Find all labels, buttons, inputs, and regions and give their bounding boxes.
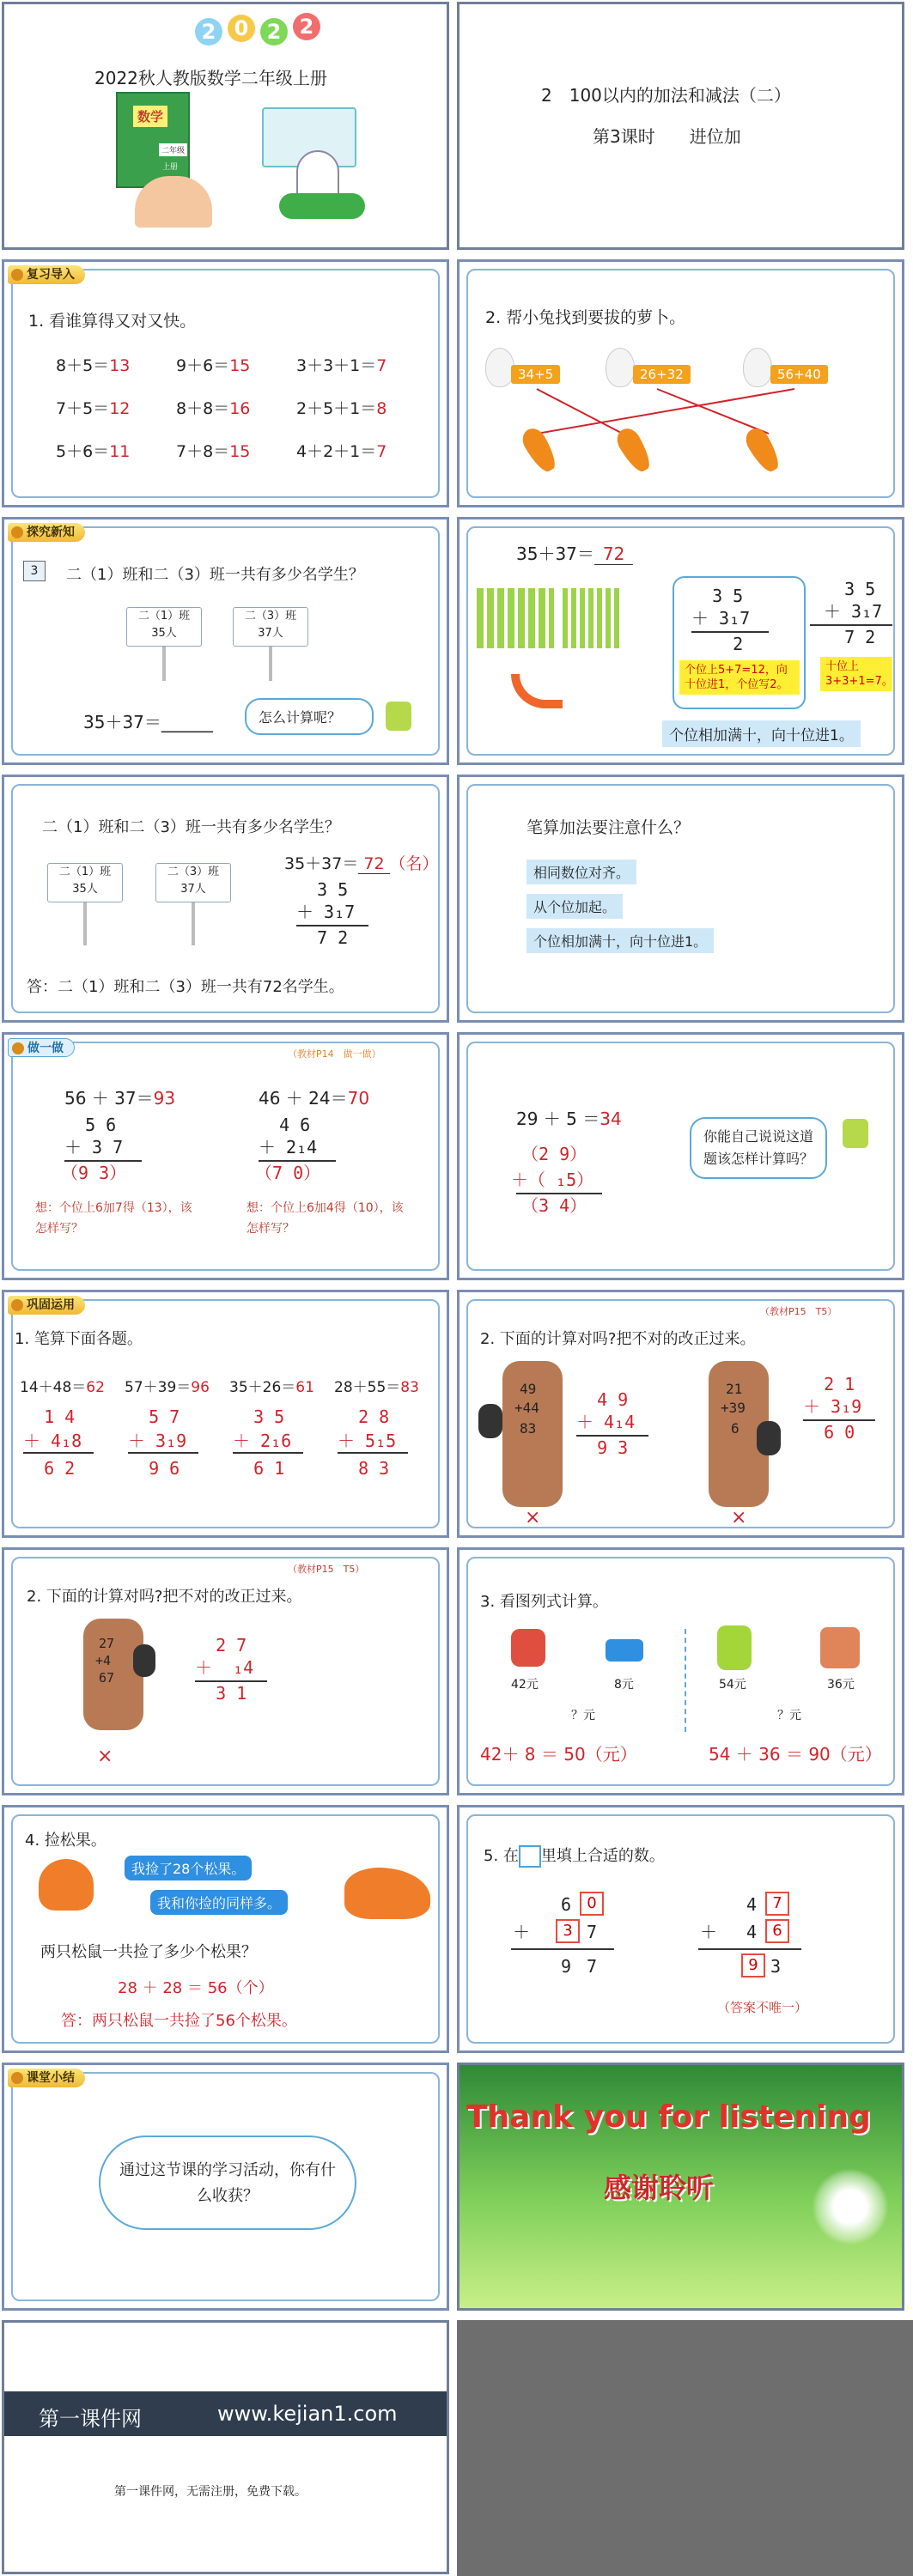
sign-pole <box>269 647 272 681</box>
review-equation <box>176 439 250 462</box>
woodpecker-icon <box>478 1404 502 1438</box>
correction-row: 9 3 <box>576 1437 629 1458</box>
digit: 4 <box>746 1894 758 1915</box>
vertical-row: （9 3） <box>61 1163 127 1183</box>
thanks-chinese: 感谢聆听 <box>604 2172 715 2204</box>
vertical-row: （7 0） <box>255 1163 321 1183</box>
tree-digit: 6 <box>731 1420 740 1437</box>
equation-left: 4＋2＋1＝ <box>296 442 377 461</box>
jacket-icon <box>820 1627 860 1668</box>
sum-line <box>511 1948 614 1950</box>
equation-answer: 7 <box>376 356 387 375</box>
vertical-row: ＋ 2₁4 <box>259 1137 318 1157</box>
sum-line <box>338 1452 408 1454</box>
class-count: 37人 <box>180 883 206 896</box>
question: 二（1）班和二（3）班一共有多少名学生？ <box>42 818 340 836</box>
correction-row: ＋ 4₁4 <box>576 1412 636 1432</box>
mascot-icon <box>843 1119 868 1148</box>
year-digit: 2 <box>293 13 320 40</box>
correction-row: 2 1 <box>803 1374 855 1394</box>
equation-answer: 72 <box>358 854 389 874</box>
plus-sign: ＋ <box>700 1922 717 1942</box>
answer-box: 9 <box>741 1953 765 1978</box>
raincoat-icon <box>717 1625 752 1670</box>
correction-row: 6 0 <box>803 1422 855 1443</box>
equation-left: 35＋37＝ <box>284 854 359 873</box>
brand-name: 第一课件网 <box>39 2407 142 2431</box>
equation <box>516 540 633 565</box>
slide-fill-boxes <box>457 1805 904 2053</box>
vertical-row: 3 5 <box>233 1406 285 1427</box>
book-title: 数学 <box>133 106 167 127</box>
equation: 54 ＋ 36 ＝ 90（元） <box>709 1744 882 1765</box>
equation-left: 8＋8＝ <box>176 399 230 418</box>
question: 2. 帮小兔找到要拔的萝卜。 <box>485 308 686 327</box>
answer-box: 3 <box>556 1919 580 1943</box>
woodpecker-icon <box>757 1421 781 1455</box>
wrong-mark: × <box>97 1746 113 1767</box>
tree-digit: 49 <box>520 1381 537 1397</box>
review-equation <box>56 353 130 376</box>
vertical-row: 7 2 <box>296 927 349 948</box>
speech-bubble: 我捡了28个松果。 <box>125 1856 252 1880</box>
slide-consolidate <box>2 1290 449 1538</box>
equation-answer: 16 <box>229 399 251 418</box>
review-equation <box>296 439 387 462</box>
book-grade: 二年级 <box>159 143 187 156</box>
kids-illustration <box>135 176 212 228</box>
squirrel-icon <box>39 1859 94 1911</box>
equation: 28 ＋ 28 ＝ 56（个） <box>118 1979 274 1997</box>
vertical-row: 6 2 <box>23 1458 76 1479</box>
dandelion-icon <box>812 2168 889 2245</box>
sum-line <box>23 1452 94 1454</box>
vertical-row: （2 9） <box>521 1144 587 1164</box>
speech-bubble: 你能自己说说这道题该怎样计算吗？ <box>690 1117 827 1179</box>
equation-left: 14＋48＝ <box>20 1379 87 1396</box>
tree-digit: +39 <box>721 1400 746 1416</box>
equation-left: 46 ＋ 24＝ <box>259 1088 348 1109</box>
vertical-row: 9 6 <box>128 1458 180 1479</box>
equation-left: 5＋6＝ <box>56 442 110 461</box>
equation-left: 8＋5＝ <box>56 356 110 375</box>
slide-thanks <box>457 2063 904 2311</box>
review-equation <box>176 396 250 419</box>
equation-left: 3＋3＋1＝ <box>296 356 377 375</box>
vertical-row: 3 5 <box>824 579 876 599</box>
blank-box-icon <box>519 1845 541 1868</box>
plus-sign: ＋ <box>513 1922 530 1942</box>
wrong-mark: × <box>731 1507 747 1528</box>
textbook-cover <box>116 92 190 188</box>
vertical-row: 3 5 <box>691 586 744 606</box>
tree-digit: +4 <box>95 1653 112 1668</box>
question-prefix: 5. 在 <box>484 1847 519 1865</box>
correction-row: ＋ 3₁9 <box>803 1396 862 1417</box>
blank-area <box>457 2320 913 2576</box>
exercise-equation <box>334 1375 419 1396</box>
equation-answer: 93 <box>153 1088 176 1109</box>
woodpecker-icon <box>133 1644 155 1677</box>
exercise-equation <box>229 1375 314 1396</box>
rule-highlight: 个位相加满十，向十位进1。 <box>662 720 861 747</box>
vertical-row: ＋ 3₁7 <box>691 608 751 629</box>
sign-pole <box>192 902 195 945</box>
answer-box: 0 <box>580 1892 604 1916</box>
lesson-title: 第3课时 进位加 <box>593 126 741 147</box>
review-equation <box>176 353 250 376</box>
digit: 6 <box>561 1894 572 1915</box>
equation-unit: （名） <box>389 854 439 873</box>
pencil-case-icon <box>606 1639 643 1662</box>
correction-row: 2 7 <box>195 1635 247 1656</box>
class-card <box>155 863 231 902</box>
slide-frame <box>11 526 440 756</box>
vertical-row: （3 4） <box>521 1195 587 1216</box>
review-equation <box>296 396 387 419</box>
equation-left: 9＋6＝ <box>176 356 230 375</box>
slide-unit-title <box>457 2 904 250</box>
vertical-row: 4 6 <box>259 1115 311 1135</box>
review-equation <box>56 439 130 462</box>
tree-digit: 27 <box>99 1636 115 1651</box>
equation-answer: 83 <box>400 1379 419 1396</box>
section-tag: 复习导入 <box>8 265 85 284</box>
textbook-ref: （教材P14 做一做） <box>288 1048 381 1060</box>
vertical-row: 1 4 <box>23 1406 76 1427</box>
rabbit-tag: 56+40 <box>770 365 828 384</box>
book-volume: 上册 <box>162 163 179 172</box>
class-name: 二（1）班 <box>58 866 112 878</box>
vertical-row: 2 8 <box>338 1406 390 1427</box>
slide-explore <box>2 517 449 765</box>
equation-answer: 61 <box>295 1379 314 1396</box>
digit: 3 <box>770 1956 782 1977</box>
backpack-icon <box>511 1629 545 1667</box>
review-equation <box>56 396 130 419</box>
slide-rabbits <box>457 259 904 507</box>
vertical-row: ＋ 3₁9 <box>128 1431 187 1451</box>
slide-heading: 2022秋人教版数学二年级上册 <box>94 68 327 88</box>
sticks-illustration <box>477 588 623 657</box>
summary-question: 通过这节课的学习活动，你有什么收获？ <box>119 2161 336 2205</box>
example-number: 3 <box>23 561 46 581</box>
question: 3. 看图列式计算。 <box>480 1593 608 1611</box>
class-name: 二（1）班 <box>137 610 191 623</box>
equation-answer: 12 <box>109 399 131 418</box>
vertical-row: 5 6 <box>64 1115 117 1135</box>
sum-line <box>128 1452 198 1454</box>
equation-left: 28＋55＝ <box>334 1379 401 1396</box>
year-balloons <box>192 13 346 47</box>
equation-answer: 8 <box>376 399 387 418</box>
exercise-equation <box>125 1375 210 1396</box>
equation-left: 7＋8＝ <box>176 442 230 461</box>
answer-box: 6 <box>765 1919 789 1943</box>
vertical-row: 7 2 <box>824 627 876 647</box>
tree-digit: 83 <box>520 1420 537 1437</box>
equation-left: 35＋37＝ <box>516 544 594 564</box>
unknown-total: ？元 <box>777 1709 801 1722</box>
tree-digit: 21 <box>726 1381 743 1397</box>
equation-left: 7＋5＝ <box>56 399 110 418</box>
class-card <box>233 607 308 647</box>
slide-pinecones <box>2 1805 449 2053</box>
answer: 答：二（1）班和二（3）班一共有72名学生。 <box>27 978 344 996</box>
slide-picture-calc <box>457 1547 904 1795</box>
slide-title <box>2 2 449 250</box>
key-point: 相同数位对齐。 <box>526 860 636 884</box>
equation-left: 57＋39＝ <box>125 1379 192 1396</box>
equation-left: 35＋26＝ <box>229 1379 296 1396</box>
slide-correct-2 <box>2 1547 449 1795</box>
year-digit: 2 <box>195 18 222 46</box>
vertical-row: ＋ 3 7 <box>64 1137 124 1157</box>
section-tag: 课堂小结 <box>8 2069 85 2087</box>
equation <box>259 1084 369 1109</box>
note-box: 个位上5+7=12，向十位进1，个位写2。 <box>679 660 800 695</box>
unit-title: 2 100以内的加法和减法（二） <box>541 85 791 106</box>
slide-review <box>2 259 449 507</box>
question: 1. 笔算下面各题。 <box>15 1330 143 1348</box>
price: 36元 <box>827 1678 855 1692</box>
review-equation <box>296 353 387 376</box>
answer: 答：两只松鼠一共捡了56个松果。 <box>61 2012 297 2030</box>
digit: 9 <box>561 1956 572 1977</box>
price: 54元 <box>719 1678 746 1692</box>
unknown-total: ？元 <box>571 1709 595 1722</box>
section-tag: 巩固运用 <box>8 1296 85 1315</box>
key-point: 个位相加满十，向十位进1。 <box>526 928 714 953</box>
vertical-row: ＋ 3₁7 <box>296 902 356 922</box>
answer-box: 7 <box>765 1892 789 1916</box>
question: 1. 看谁算得又对又快。 <box>28 312 197 331</box>
class-name: 二（3）班 <box>167 866 220 878</box>
question: 两只松鼠一共捡了多少个松果？ <box>40 1943 257 1961</box>
section-tag: 做一做 <box>8 1038 75 1057</box>
key-point: 从个位加起。 <box>526 894 623 919</box>
equation-answer: 7 <box>376 442 387 461</box>
wrong-mark: × <box>525 1507 541 1528</box>
vertical-row: 8 3 <box>338 1458 390 1479</box>
equation-answer: 13 <box>109 356 131 375</box>
correction-row: 3 1 <box>195 1683 247 1704</box>
rabbit-tag: 26+32 <box>633 365 691 384</box>
equation-left: 2＋5＋1＝ <box>296 399 377 418</box>
divider <box>685 1629 686 1732</box>
question: 2. 下面的计算对吗?把不对的改正过来。 <box>27 1588 302 1606</box>
vertical-row: ＋ 5₁5 <box>338 1431 397 1451</box>
question-suffix: 里填上合适的数。 <box>540 1847 665 1865</box>
tree-digit: +44 <box>514 1400 539 1416</box>
digit: 7 <box>587 1922 598 1942</box>
exercise-equation <box>20 1375 105 1396</box>
digit: 7 <box>587 1956 598 1977</box>
textbook-ref: （教材P15 T5） <box>288 1564 365 1575</box>
class-count: 35人 <box>72 883 98 896</box>
question: 二（1）班和二（3）班一共有多少名学生？ <box>66 566 364 584</box>
equation-answer: 96 <box>191 1379 210 1396</box>
vertical-row: 2 <box>691 634 744 654</box>
slide-practice <box>2 1032 449 1280</box>
question: 笔算加法要注意什么？ <box>526 818 691 837</box>
method-box <box>673 576 806 709</box>
vertical-row: ＋ 2₁6 <box>233 1431 292 1451</box>
equation <box>64 1084 175 1109</box>
equation-answer: 34 <box>600 1109 622 1129</box>
class-name: 二（3）班 <box>244 610 297 623</box>
class-card <box>47 863 123 902</box>
correction-row: ＋ ₁4 <box>195 1657 254 1678</box>
price: 42元 <box>511 1678 539 1692</box>
slide-solution <box>2 775 449 1023</box>
equation-answer: 70 <box>347 1088 370 1109</box>
equation-answer: 15 <box>229 442 251 461</box>
sign-pole <box>83 902 87 945</box>
textbook-ref: （教材P15 T5） <box>760 1306 837 1317</box>
vertical-row: ＋ 4₁8 <box>23 1431 82 1451</box>
vertical-row: 3 5 <box>296 879 349 900</box>
question: 4. 捡松果。 <box>25 1832 107 1850</box>
speech-bubble: 怎么计算呢？ <box>245 698 374 735</box>
class-count: 37人 <box>258 627 283 640</box>
digit: 4 <box>746 1922 758 1942</box>
equation-answer: 11 <box>109 442 131 461</box>
slide-practice-2 <box>457 1032 904 1280</box>
teacher-illustration <box>245 99 374 228</box>
tree-digit: 67 <box>99 1670 115 1686</box>
slide-method <box>457 517 904 765</box>
correction-row: 4 9 <box>576 1389 629 1410</box>
equation <box>284 851 439 874</box>
note-box: 十位上3+3+1=7。 <box>820 657 892 691</box>
brand-url: www.kejian1.com <box>217 2402 398 2426</box>
question <box>484 1844 665 1868</box>
year-digit: 2 <box>260 18 288 46</box>
slide-frame <box>11 269 440 498</box>
equation-answer: 62 <box>86 1379 105 1396</box>
price: 8元 <box>614 1678 634 1692</box>
sum-line <box>698 1948 801 1950</box>
slide-footer <box>2 2320 449 2574</box>
rabbit-panel <box>485 348 880 477</box>
brand-bar <box>4 2391 447 2436</box>
equation <box>516 1105 622 1130</box>
slide-summary <box>2 2063 449 2311</box>
year-digit: 0 <box>228 15 255 42</box>
rabbit-tag: 34+5 <box>511 365 560 384</box>
slide-notes <box>457 775 904 1023</box>
equation-left: 56 ＋ 37＝ <box>64 1088 154 1109</box>
class-card <box>126 607 202 647</box>
class-count: 35人 <box>151 627 177 640</box>
question: 2. 下面的计算对吗?把不对的改正过来。 <box>480 1330 756 1348</box>
footer-note: 第一课件网，无需注册，免费下载。 <box>114 2485 307 2499</box>
vertical-row: ＋ 3₁7 <box>824 601 883 622</box>
vertical-row: 6 1 <box>233 1458 285 1479</box>
equation-left: 29 ＋ 5 ＝ <box>516 1109 600 1129</box>
vertical-row: 5 7 <box>128 1406 180 1427</box>
equation: 35＋37＝______ <box>83 712 213 732</box>
equation-answer: 15 <box>229 356 251 375</box>
section-tag: 探究新知 <box>8 523 85 542</box>
sum-line <box>233 1452 303 1454</box>
hint: 想：个位上6加4得（10），该怎样写？ <box>247 1201 404 1236</box>
note: （答案不唯一） <box>717 2000 808 2015</box>
speech-bubble: 我和你捡的同样多。 <box>150 1890 288 1915</box>
equation: 42＋ 8 ＝ 50（元） <box>480 1744 637 1765</box>
sign-pole <box>162 647 166 681</box>
mascot-icon <box>386 702 411 731</box>
hint: 想：个位上6加7得（13），该怎样写？ <box>35 1201 192 1236</box>
thanks-english: Thank you for listening <box>466 2099 871 2135</box>
slide-correct <box>457 1290 904 1538</box>
vertical-row: ＋（ ₁5） <box>511 1170 594 1190</box>
equation-answer: 72 <box>594 544 633 565</box>
